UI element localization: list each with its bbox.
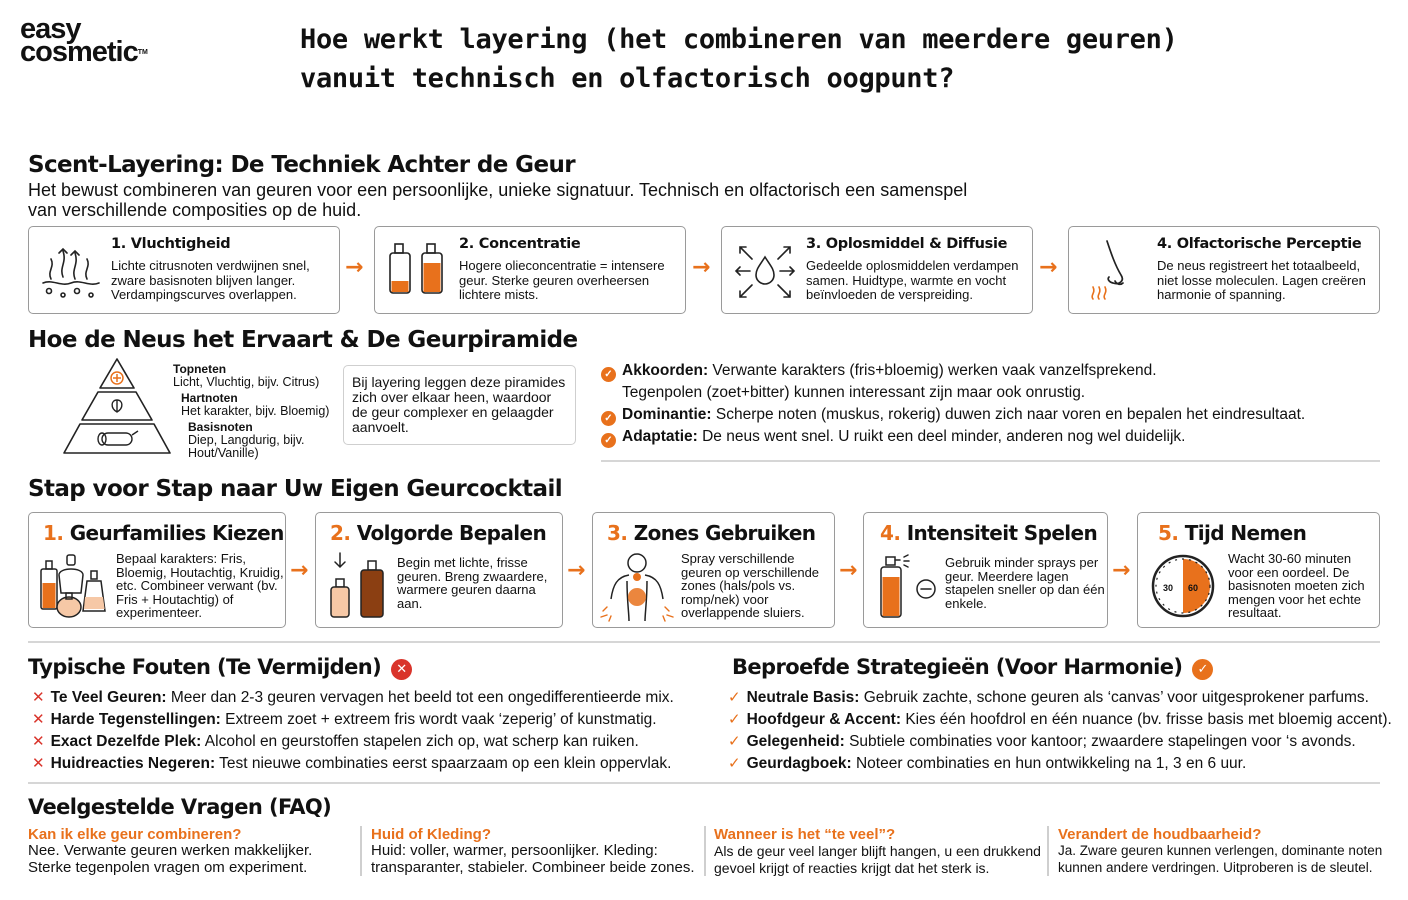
step-text: Wacht 30-60 minuten voor een oordeel. De basisnoten moeten zich mengen voor het echte resultaat. [1228,551,1365,620]
step-text: Bepaal karakters: Fris, Bloemig, Houtachtig, Kruidig, etc. Combineer verwant (bv. Fris + Houtachtig) of experimenteer. [116,551,284,620]
faq-answer-line: kunnen andere verdringen. Uitproberen is de sleutel. [1058,859,1373,875]
faq-item-2 [371,826,706,876]
list-item: ✓ Gelegenheid: Subtiele combinaties voor kantoor; zwaardere stapelingen voor ‘s avonds. [728,732,1356,750]
faq-answer-line: Als de geur veel langer blijft hangen, u een drukkend [714,843,1041,859]
process-text: Lichte citrusnoten verdwijnen snel, zware basisnoten blijven langer. Verdampingscurves overlappen. [111,258,310,302]
arrow-right-icon: → [290,558,309,583]
process-box-volatility [28,226,340,314]
cross-icon: ✕ [32,688,45,706]
checkmark-icon: ✓ [728,732,741,750]
pyramid-heart-label: Hartnoten Het karakter, bijv. Bloemig) [181,391,330,418]
divider [601,460,1380,462]
checkmark-icon: ✓ [728,754,741,772]
perception-bullets [601,362,1305,450]
faq-answer-line: Huid: voller, warmer, persoonlijker. Kleding: [371,842,658,859]
faq-answer-line: Sterke tegenpolen vragen om experiment. [28,858,308,876]
strategies-list [728,688,1392,776]
step-card-5 [1137,512,1380,628]
section-intro [28,180,1128,220]
process-text: Hogere olieconcentratie = intensere geur. Sterke geuren overheersen lichtere mists. [459,258,665,302]
arrow-right-icon: → [1039,255,1058,280]
process-title: 4. Olfactorische Perceptie [1157,236,1362,252]
cross-icon: ✕ [32,754,45,772]
section-heading-scent-layering: Scent-Layering: De Techniek Achter de Geur [28,152,575,178]
check-circle-icon: ✓ [601,411,616,426]
faq-question: Huid of Kleding? [371,826,491,843]
step-title: 2. Volgorde Bepalen [330,521,547,545]
arrow-right-icon: → [567,558,586,583]
perfume-family-icon [37,553,113,621]
faq-separator [704,826,706,876]
arrow-right-icon: → [345,255,364,280]
arrow-right-icon: → [692,255,711,280]
list-item: ✕ Harde Tegenstellingen: Extreem zoet + extreem fris wordt vaak ‘zeperig’ of kunstmatig. [32,710,657,728]
bullet-item: ✓ Dominantie: Scherpe noten (muskus, rokerig) duwen zich naar voren en bepalen het eindresultaat. [601,406,1305,428]
check-circle-icon: ✓ [601,367,616,382]
step-card-3 [592,512,835,628]
step-text: Spray verschillende geuren op verschillende zones (hals/pols vs. romp/nek) voor overlappende sluiers. [681,551,820,620]
page-title-line2: vanuit technisch en olfactorisch oogpunt? [300,63,955,94]
bullet-item: Tegenpolen (zoet+bitter) kunnen interessant zijn maar ook onrustig. [622,384,1086,401]
process-text: Gedeelde oplosmiddelen verdampen samen. Huidtype, warmte en vocht beïnvloeden de verspreiding. [806,258,1019,302]
evaporation-icon [39,239,101,301]
arrow-right-icon: → [839,558,858,583]
brand-logo[interactable] [20,13,148,68]
process-box-concentration [374,226,686,314]
faq-item-1 [28,826,353,876]
step-title: 5. Tijd Nemen [1158,521,1307,545]
faq-separator [1047,826,1049,876]
step-title: 4. Intensiteit Spelen [880,521,1098,545]
sequence-bottles-icon [326,551,390,621]
step-text: Gebruik minder sprays per geur. Meerdere lagen stapelen sneller op dan één enkele. [945,555,1105,611]
check-circle-icon: ✓ [1192,659,1213,680]
bullet-item: ✓ Akkoorden: Verwante karakters (fris+bloemig) werken vaak vanzelfsprekend. [601,362,1305,384]
timer-label-60: 60 [1188,583,1199,593]
checkmark-icon: ✓ [728,688,741,706]
step-title: 1. Geurfamilies Kiezen [43,521,284,545]
timer-label-30: 30 [1163,583,1174,593]
pyramid-top-label: Topneten Licht, Vluchtig, bijv. Citrus) [173,362,320,389]
intro-line1: Het bewust combineren van geuren voor een persoonlijke, unieke signatuur. Technisch en olfactorisch een samenspel [28,180,968,200]
pyramid-base-label: Basisnoten Diep, Langdurig, bijv. Hout/Vanille) [188,420,305,460]
step-title: 3. Zones Gebruiken [607,521,816,545]
logo-line1: easy [20,13,81,45]
faq-item-4 [1058,826,1388,876]
step-card-4 [863,512,1108,628]
mistakes-list [32,688,674,776]
list-item: ✕ Huidreacties Negeren: Test nieuwe combinaties eerst spaarzaam op een klein oppervlak. [32,754,672,772]
faq-question: Kan ik elke geur combineren? [28,826,242,843]
faq-answer-line: Ja. Zware geuren kunnen verlengen, dominante noten [1058,843,1383,858]
process-text: De neus registreert het totaalbeeld, niet losse moleculen. Lagen creëren harmonie of spanning. [1157,258,1366,302]
faq-item-3 [714,826,1049,876]
faq-heading: Veelgestelde Vragen (FAQ) [28,795,332,819]
faq-answer-line: Nee. Verwante geuren werken makkelijker. [28,842,313,859]
faq-answer-line: transparanter, stabieler. Combineer beide zones. [371,858,695,876]
divider [28,782,1380,784]
intro-line2: van verschillende composities op de huid. [28,200,362,220]
section-heading-nose-pyramid: Hoe de Neus het Ervaart & De Geurpiramide [28,327,578,353]
faq-separator [360,826,362,876]
list-item: ✕ Exact Dezelfde Plek: Alcohol en geurstoffen stapelen zich op, wat scherp kan ruiken. [32,732,639,750]
cross-icon: ✕ [32,710,45,728]
layering-note-box [343,365,576,445]
faq-question: Verandert de houdbaarheid? [1058,826,1262,843]
step-card-1 [28,512,286,628]
cross-icon: ✕ [32,732,45,750]
bullet-item: ✓ Adaptatie: De neus went snel. U ruikt een deel minder, anderen nog wel duidelijk. [601,428,1305,450]
checkmark-icon: ✓ [728,710,741,728]
fragrance-pyramid-icon [62,356,172,456]
process-title: 3. Oplosmiddel & Diffusie [806,236,1008,252]
droplet-diffusion-icon [732,239,798,303]
arrow-right-icon: → [1112,558,1131,583]
section-heading-steps: Stap voor Stap naar Uw Eigen Geurcocktail [28,476,563,502]
step-text: Begin met lichte, frisse geuren. Breng zwaardere, warmere geuren daarna aan. [397,555,548,611]
list-item: ✓ Hoofdgeur & Accent: Kies één hoofdrol en één nuance (bv. frisse basis met bloemig accent). [728,710,1392,728]
page-title [300,20,1300,98]
strategies-heading: Beproefde Strategieën (Voor Harmonie) ✓ [732,655,1213,680]
nose-icon [1085,237,1141,303]
page-title-line1: Hoe werkt layering (het combineren van meerdere geuren) [300,24,1178,55]
spray-minus-icon [878,553,940,619]
layering-note-text: Bij layering leggen deze piramides zich over elkaar heen, waardoor de geur complexer en gelaagder aanvoelt. [352,374,566,435]
bottles-icon [387,241,449,299]
process-title: 2. Concentratie [459,236,581,252]
timer-icon [1150,553,1216,619]
list-item: ✓ Geurdagboek: Noteer combinaties en hun ontwikkeling na 1, 3 en 6 uur. [728,754,1247,772]
divider [28,641,1380,643]
logo-line2: cosmetic™ [20,36,148,68]
list-item: ✓ Neutrale Basis: Gebruik zachte, schone geuren als ‘canvas’ voor uitgesprokener parfums. [728,688,1369,706]
check-circle-icon: ✓ [601,433,616,448]
process-box-perception [1068,226,1380,314]
mistakes-heading: Typische Fouten (Te Vermijden) ✕ [28,655,412,680]
list-item: ✕ Te Veel Geuren: Meer dan 2-3 geuren vervagen het beeld tot een ongedifferentieerde mix. [32,688,674,706]
error-circle-icon: ✕ [391,659,412,680]
faq-question: Wanneer is het “te veel”? [714,826,896,843]
body-zones-icon [599,551,675,623]
process-title: 1. Vluchtigheid [111,236,231,252]
faq-answer-line: gevoel krijgt of reacties krijgt dat het sterk is. [714,859,990,876]
process-box-diffusion [721,226,1033,314]
step-card-2 [315,512,563,628]
